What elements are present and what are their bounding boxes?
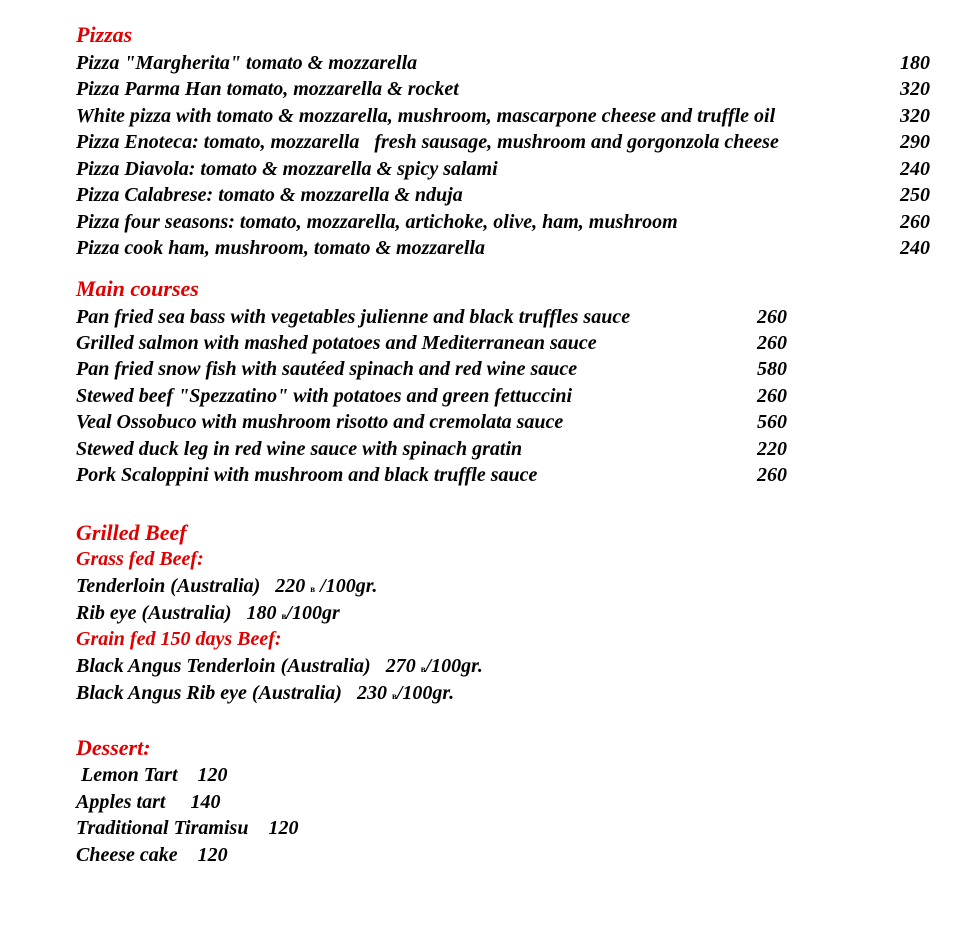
pizza-item-price: 240: [900, 158, 930, 180]
beef-item-unit: /100gr: [286, 602, 340, 624]
beef-item: [76, 680, 454, 706]
main-course-item-price: 220: [757, 438, 787, 460]
main-course-item-price: 560: [757, 411, 787, 433]
main-course-item-name: Stewed duck leg in red wine sauce with spinach gratin: [76, 438, 523, 460]
pizzas-heading: Pizzas: [76, 22, 133, 47]
beef-item: [76, 653, 483, 679]
pizza-item-price: 290: [900, 131, 930, 153]
main-course-item-price: 260: [757, 332, 787, 354]
main-course-item-name: Veal Ossobuco with mushroom risotto and cremolata sauce: [76, 411, 564, 433]
grain-fed-subheading: Grain fed 150 days Beef:: [76, 628, 282, 650]
beef-item-unit: /100gr.: [315, 575, 378, 597]
dessert-item: Lemon Tart 120: [76, 764, 228, 786]
main-courses-heading: Main courses: [76, 276, 199, 301]
main-course-item-name: Pan fried snow fish with sautéed spinach and red wine sauce: [76, 358, 578, 380]
pizza-item-price: 320: [900, 78, 930, 100]
beef-item-name: Black Angus Rib eye (Australia) 230: [76, 682, 387, 704]
main-course-item-name: Pork Scaloppini with mushroom and black truffle sauce: [76, 464, 538, 486]
dessert-item: Traditional Tiramisu 120: [76, 817, 299, 839]
beef-item: [76, 600, 340, 626]
beef-item-name: Black Angus Tenderloin (Australia) 270: [76, 655, 416, 677]
pizza-item-price: 320: [900, 105, 930, 127]
beef-item-unit: /100gr.: [396, 682, 455, 704]
main-course-item-price: 580: [757, 358, 787, 380]
dessert-item: Apples tart 140: [76, 791, 221, 813]
beef-item: [76, 573, 377, 599]
main-course-item-price: 260: [757, 464, 787, 486]
pizza-item-price: 250: [900, 184, 930, 206]
pizza-item-name: Pizza Diavola: tomato & mozzarella & spicy salami: [76, 158, 498, 180]
beef-item-unit: /100gr.: [425, 655, 483, 677]
currency-mark: в: [310, 584, 316, 594]
pizza-item-name: Pizza cook ham, mushroom, tomato & mozzarella: [76, 237, 485, 259]
currency-mark: в: [420, 664, 426, 674]
dessert-item: Cheese cake 120: [76, 844, 228, 866]
beef-item-name: Rib eye (Australia) 180: [76, 602, 277, 624]
main-course-item-name: Pan fried sea bass with vegetables julienne and black truffles sauce: [76, 306, 631, 328]
pizza-item-name: White pizza with tomato & mozzarella, mushroom, mascarpone cheese and truffle oil: [76, 105, 776, 127]
currency-mark: в: [281, 611, 287, 621]
main-course-item-price: 260: [757, 306, 787, 328]
beef-item-name: Tenderloin (Australia) 220: [76, 575, 306, 597]
main-course-item-name: Stewed beef "Spezzatino" with potatoes and green fettuccini: [76, 385, 573, 407]
currency-mark: в: [391, 691, 397, 701]
pizza-item-price: 240: [900, 237, 930, 259]
pizza-item-price: 260: [900, 211, 930, 233]
dessert-heading: Dessert:: [76, 735, 151, 760]
pizza-item-price: 180: [900, 52, 930, 74]
main-course-item-name: Grilled salmon with mashed potatoes and Mediterranean sauce: [76, 332, 597, 354]
pizza-item-name: Pizza Calabrese: tomato & mozzarella & nduja: [76, 184, 463, 206]
pizza-item-name: Pizza "Margherita" tomato & mozzarella: [76, 52, 418, 74]
main-course-item-price: 260: [757, 385, 787, 407]
grilled-beef-heading: Grilled Beef: [76, 520, 187, 545]
pizza-item-name: Pizza four seasons: tomato, mozzarella, artichoke, olive, ham, mushroom: [76, 211, 678, 233]
pizza-item-name: Pizza Parma Han tomato, mozzarella & rocket: [76, 78, 459, 100]
pizza-item-name: Pizza Enoteca: tomato, mozzarella fresh sausage, mushroom and gorgonzola cheese: [76, 131, 779, 153]
grass-fed-subheading: Grass fed Beef:: [76, 548, 204, 570]
